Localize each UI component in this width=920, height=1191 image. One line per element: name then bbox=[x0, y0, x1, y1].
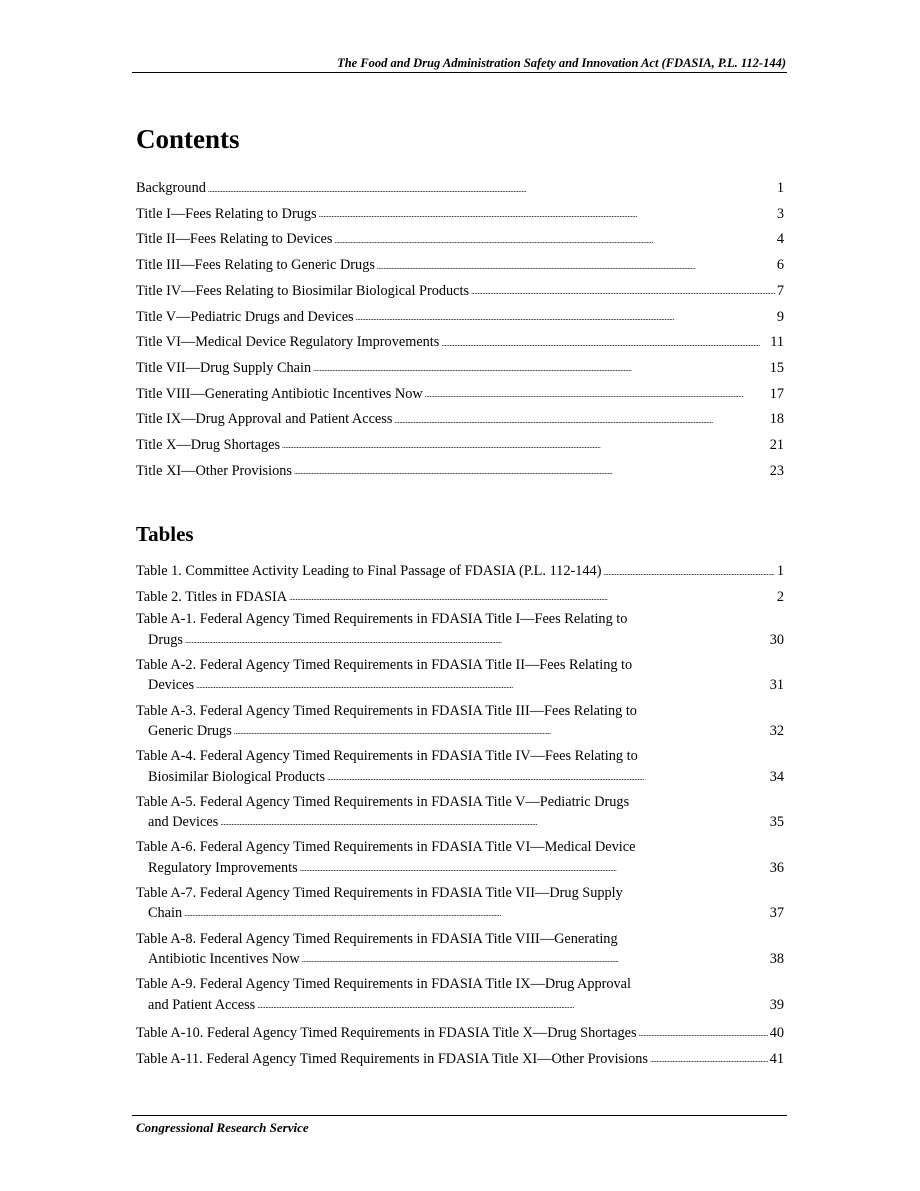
toc-entry-page: 15 bbox=[769, 359, 784, 376]
leader-dots bbox=[294, 461, 768, 482]
table-entry[interactable] bbox=[136, 838, 784, 878]
table-entry-label-cont: Devices bbox=[148, 677, 195, 694]
table-entry[interactable] bbox=[136, 559, 784, 585]
toc-entry[interactable] bbox=[136, 330, 784, 356]
table-entry-label-cont: Generic Drugs bbox=[148, 723, 232, 740]
toc-entry-label: Title VII—Drug Supply Chain bbox=[136, 359, 312, 376]
table-entry-label-cont: Drugs bbox=[148, 631, 183, 648]
table-entry-label: Table A-4. Federal Agency Timed Requirements in FDASIA Title IV—Fees Relating to bbox=[136, 748, 638, 765]
table-entry-page: 37 bbox=[769, 905, 784, 922]
leader-dots bbox=[234, 721, 768, 742]
toc-entry-page: 1 bbox=[776, 180, 784, 197]
leader-dots bbox=[650, 1049, 768, 1070]
table-entry-continuation bbox=[136, 812, 784, 833]
toc-entry-label: Title VIII—Generating Antibiotic Incentives Now bbox=[136, 385, 423, 402]
table-entry-page: 2 bbox=[776, 588, 784, 605]
table-entry-label: Table 2. Titles in FDASIA bbox=[136, 588, 288, 605]
toc-entry-page: 6 bbox=[776, 257, 784, 274]
toc-entry-label: Title V—Pediatric Drugs and Devices bbox=[136, 308, 354, 325]
table-entry-label-cont: and Devices bbox=[148, 814, 219, 831]
toc-entry-label: Title III—Fees Relating to Generic Drugs bbox=[136, 257, 375, 274]
table-entry-continuation bbox=[136, 858, 784, 879]
table-entry-continuation bbox=[136, 767, 784, 788]
leader-dots bbox=[257, 995, 768, 1016]
table-entry-label-cont: and Patient Access bbox=[148, 996, 256, 1013]
toc-entry[interactable] bbox=[136, 176, 784, 202]
leader-dots bbox=[300, 858, 768, 879]
leader-dots bbox=[471, 281, 775, 302]
table-entry-continuation bbox=[136, 903, 784, 924]
table-entry-page: 36 bbox=[769, 859, 784, 876]
leader-dots bbox=[184, 903, 768, 924]
leader-dots bbox=[289, 587, 775, 608]
toc-entry-label: Title XI—Other Provisions bbox=[136, 462, 292, 479]
leader-dots bbox=[282, 435, 768, 456]
leader-dots bbox=[327, 767, 768, 788]
leader-dots bbox=[377, 256, 775, 277]
table-entry[interactable] bbox=[136, 1021, 784, 1047]
leader-dots bbox=[220, 812, 767, 833]
header-rule bbox=[132, 72, 787, 73]
table-entry-label: Table 1. Committee Activity Leading to Final Passage of FDASIA (P.L. 112-144) bbox=[136, 563, 602, 580]
table-entry-continuation bbox=[136, 721, 784, 742]
table-entry-label: Table A-1. Federal Agency Timed Requirements in FDASIA Title I—Fees Relating to bbox=[136, 611, 628, 628]
table-entry-page: 39 bbox=[769, 996, 784, 1013]
table-entry-page: 35 bbox=[769, 814, 784, 831]
table-entry-page: 1 bbox=[776, 563, 784, 580]
table-entry-label-cont: Regulatory Improvements bbox=[148, 859, 298, 876]
table-entry-label: Table A-6. Federal Agency Timed Requirements in FDASIA Title VI—Medical Device bbox=[136, 839, 636, 856]
table-entry-label-cont: Biosimilar Biological Products bbox=[148, 768, 326, 785]
toc-entry-label: Title II—Fees Relating to Devices bbox=[136, 231, 333, 248]
contents-list bbox=[136, 176, 784, 484]
table-entry[interactable] bbox=[136, 702, 784, 742]
table-entry-label-cont: Chain bbox=[148, 905, 183, 922]
tables-list bbox=[136, 559, 784, 1072]
toc-entry[interactable] bbox=[136, 407, 784, 433]
running-footer: Congressional Research Service bbox=[136, 1120, 309, 1135]
toc-entry-label: Title IV—Fees Relating to Biosimilar Biological Products bbox=[136, 282, 470, 299]
toc-entry[interactable] bbox=[136, 227, 784, 253]
toc-entry[interactable] bbox=[136, 279, 784, 305]
leader-dots bbox=[394, 410, 767, 431]
table-entry-page: 40 bbox=[769, 1024, 784, 1041]
leader-dots bbox=[313, 358, 768, 379]
table-entry-page: 30 bbox=[769, 631, 784, 648]
leader-dots bbox=[356, 307, 775, 328]
toc-entry-page: 21 bbox=[769, 436, 784, 453]
toc-entry[interactable] bbox=[136, 356, 784, 382]
toc-entry-page: 9 bbox=[776, 308, 784, 325]
leader-dots bbox=[302, 949, 768, 970]
table-entry-label: Table A-7. Federal Agency Timed Requirements in FDASIA Title VII—Drug Supply bbox=[136, 884, 623, 901]
table-entry-label: Table A-11. Federal Agency Timed Requirements in FDASIA Title XI—Other Provisions bbox=[136, 1050, 648, 1067]
table-entry-label: Table A-9. Federal Agency Timed Requirements in FDASIA Title IX—Drug Approval bbox=[136, 976, 631, 993]
table-entry[interactable] bbox=[136, 884, 784, 924]
table-entry[interactable] bbox=[136, 656, 784, 696]
toc-entry[interactable] bbox=[136, 433, 784, 459]
toc-entry-page: 18 bbox=[769, 411, 784, 428]
table-entry-label: Table A-5. Federal Agency Timed Requirements in FDASIA Title V—Pediatric Drugs bbox=[136, 793, 630, 810]
footer-rule bbox=[132, 1115, 787, 1116]
table-entry-page: 41 bbox=[769, 1050, 784, 1067]
table-entry-label: Table A-8. Federal Agency Timed Requirements in FDASIA Title VIII—Generating bbox=[136, 930, 618, 947]
table-entry[interactable] bbox=[136, 793, 784, 833]
toc-entry[interactable] bbox=[136, 253, 784, 279]
leader-dots bbox=[208, 179, 775, 200]
toc-entry-label: Background bbox=[136, 180, 206, 197]
table-entry-page: 31 bbox=[769, 677, 784, 694]
running-header: The Food and Drug Administration Safety and Innovation Act (FDASIA, P.L. 112-144) bbox=[337, 56, 786, 70]
leader-dots bbox=[334, 230, 774, 251]
table-entry-label: Table A-2. Federal Agency Timed Requirements in FDASIA Title II—Fees Relating to bbox=[136, 656, 633, 673]
toc-entry-label: Title X—Drug Shortages bbox=[136, 436, 281, 453]
table-entry-continuation bbox=[136, 630, 784, 651]
toc-entry-label: Title IX—Drug Approval and Patient Access bbox=[136, 411, 393, 428]
table-entry[interactable] bbox=[136, 1046, 784, 1072]
toc-entry-label: Title VI—Medical Device Regulatory Improvements bbox=[136, 334, 440, 351]
toc-entry[interactable] bbox=[136, 459, 784, 485]
table-entry-continuation bbox=[136, 949, 784, 970]
leader-dots bbox=[639, 1023, 768, 1044]
toc-entry-page: 7 bbox=[776, 282, 784, 299]
leader-dots bbox=[441, 333, 768, 354]
table-entry-page: 32 bbox=[769, 723, 784, 740]
tables-heading: Tables bbox=[136, 522, 194, 546]
toc-entry-page: 11 bbox=[770, 334, 784, 351]
toc-entry-page: 4 bbox=[776, 231, 784, 248]
table-entry-continuation bbox=[136, 675, 784, 696]
table-entry[interactable] bbox=[136, 747, 784, 787]
toc-entry-label: Title I—Fees Relating to Drugs bbox=[136, 205, 317, 222]
table-entry[interactable] bbox=[136, 930, 784, 970]
contents-heading: Contents bbox=[136, 124, 240, 154]
toc-entry-page: 3 bbox=[776, 205, 784, 222]
table-entry-page: 38 bbox=[769, 951, 784, 968]
table-entry-continuation bbox=[136, 995, 784, 1016]
table-entry-label: Table A-10. Federal Agency Timed Requirements in FDASIA Title X—Drug Shortages bbox=[136, 1024, 637, 1041]
leader-dots bbox=[603, 562, 774, 583]
leader-dots bbox=[196, 675, 768, 696]
leader-dots bbox=[425, 384, 768, 405]
table-entry[interactable] bbox=[136, 610, 784, 650]
table-entry-label: Table A-3. Federal Agency Timed Requirements in FDASIA Title III—Fees Relating to bbox=[136, 702, 637, 719]
table-entry-page: 34 bbox=[769, 768, 784, 785]
leader-dots bbox=[185, 630, 768, 651]
toc-entry[interactable] bbox=[136, 382, 784, 408]
toc-entry[interactable] bbox=[136, 202, 784, 228]
table-entry[interactable] bbox=[136, 975, 784, 1015]
toc-entry-page: 17 bbox=[769, 385, 784, 402]
table-entry[interactable] bbox=[136, 585, 784, 611]
toc-entry-page: 23 bbox=[769, 462, 784, 479]
toc-entry[interactable] bbox=[136, 304, 784, 330]
table-entry-label-cont: Antibiotic Incentives Now bbox=[148, 951, 300, 968]
leader-dots bbox=[319, 204, 775, 225]
